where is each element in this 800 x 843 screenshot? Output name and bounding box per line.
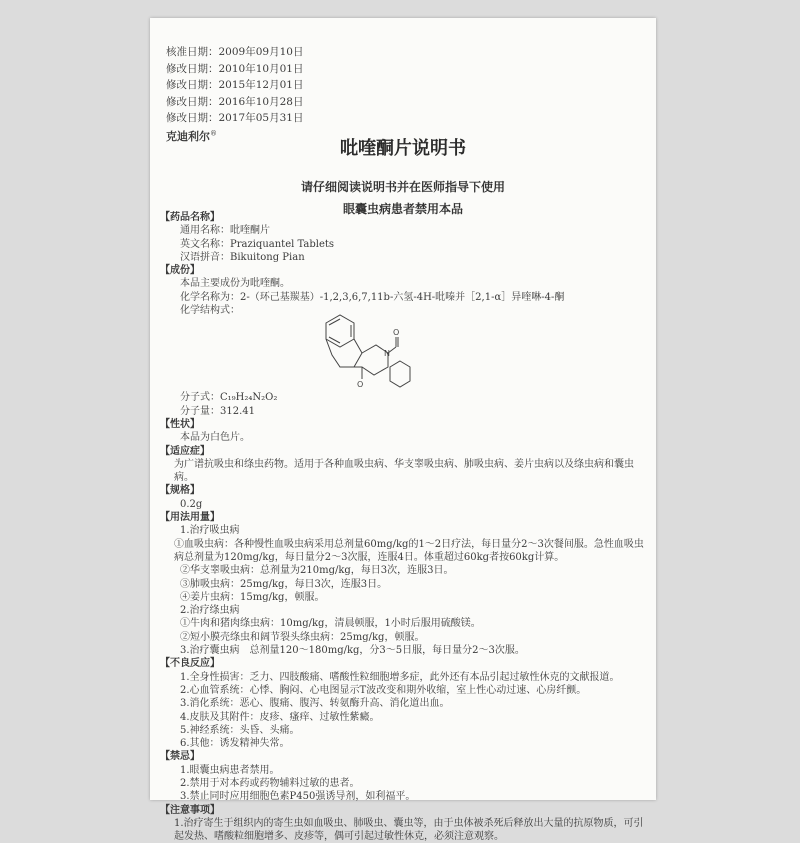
adverse-item: 3.消化系统：恶心、腹痛、腹泻、转氨酶升高、消化道出血。 xyxy=(180,698,450,710)
usage-item: 3.治疗囊虫病 总剂量120～180mg/kg，分3～5日服，每日量分2～3次服。 xyxy=(180,645,525,657)
section-heading: 【药品名称】 xyxy=(160,212,220,223)
section-heading: 【不良反应】 xyxy=(160,658,220,670)
usage-item: ②短小膜壳绦虫和阔节裂头绦虫病：25mg/kg，顿服。 xyxy=(180,631,425,643)
leaflet-page xyxy=(150,18,656,843)
caution-item: 1.治疗寄生于组织内的寄生虫如血吸虫、肺吸虫、囊虫等，由于虫体被杀死后释放出大量的抗原物质，可引起发热、嗜酸粒细胞增多、皮疹等，偶可引起过敏性休克，必须注意观察。 xyxy=(174,817,644,843)
usage-item: ①牛肉和猪肉绦虫病：10mg/kg，清晨顿服，1小时后服用硫酸镁。 xyxy=(180,618,481,630)
usage-item: 2.治疗绦虫病 xyxy=(180,605,240,617)
chemical-structure-diagram xyxy=(310,313,410,391)
contraindication-item: 1.眼囊虫病患者禁用。 xyxy=(180,764,280,776)
molecular-formula: 分子式：C₁₉H₂₄N₂O₂ xyxy=(180,392,278,404)
chemical-structure-image xyxy=(160,317,650,391)
brand-logo: 克迪利尔® xyxy=(166,129,217,143)
indication-text: 为广谱抗吸虫和绦虫药物。适用于各种血吸虫病、华支睾吸虫病、肺吸虫病、姜片虫病以及绦虫病和囊虫病。 xyxy=(174,458,634,484)
svg-text:O: O xyxy=(393,328,400,338)
usage-item: ④姜片虫病：15mg/kg，顿服。 xyxy=(180,591,325,603)
contraindication-item: 3.禁止同时应用细胞色素P450强诱导剂，如利福平。 xyxy=(180,791,416,803)
character-text: 本品为白色片。 xyxy=(180,432,250,444)
section-heading: 【用法用量】 xyxy=(160,512,220,524)
section-heading: 【禁忌】 xyxy=(160,751,200,763)
revision-date: 修改日期：2017年05月31日 xyxy=(166,112,304,124)
english-name: 英文名称：Praziquantel Tablets xyxy=(180,238,335,250)
revision-date: 修改日期：2015年12月01日 xyxy=(166,79,304,91)
spec-text: 0.2g xyxy=(180,498,203,510)
chemical-name: 化学名称为：2-（环己基羰基）-1,2,3,6,7,11b-六氢-4H-吡嗪并［2,1-α］异喹啉-4-酮 xyxy=(180,291,565,303)
adverse-item: 6.其他：诱发精神失常。 xyxy=(180,738,290,750)
adverse-item: 4.皮肤及其附件：皮疹、瘙痒、过敏性紫癜。 xyxy=(180,711,380,723)
contraindication-notice: 眼囊虫病患者禁用本品 xyxy=(342,202,463,216)
approval-date: 核准日期：2009年09月10日 xyxy=(166,46,304,58)
adverse-item: 5.神经系统：头昏、头痛。 xyxy=(180,724,300,736)
revision-date: 修改日期：2010年10月01日 xyxy=(166,62,304,75)
section-heading: 【注意事项】 xyxy=(160,804,220,816)
adverse-item: 2.心血管系统：心悸、胸闷、心电图显示T波改变和期外收缩，室上性心动过速、心房纤颤。 xyxy=(180,684,587,696)
revision-date: 修改日期：2016年10月28日 xyxy=(166,95,304,108)
date-list xyxy=(166,44,303,127)
usage-item: ③肺吸虫病：25mg/kg，每日3次，连服3日。 xyxy=(180,578,388,590)
usage-item: 1.治疗吸虫病 xyxy=(180,525,240,537)
read-instructions-notice: 请仔细阅读说明书并在医师指导下使用 xyxy=(300,180,505,194)
leaflet-body xyxy=(160,211,650,843)
structure-label: 化学结构式： xyxy=(180,305,240,317)
contraindication-item: 2.禁用于对本药或药物辅料过敏的患者。 xyxy=(180,777,360,789)
usage-item: ①血吸虫病：各种慢性血吸虫病采用总剂量60mg/kg的1～2日疗法，每日量分2～3次餐间服。急性血吸虫病总剂量为120mg/kg，每日量分2～3次服，连服4日。体重超过60kg者按60kg计算。 xyxy=(174,538,644,563)
molecular-weight: 分子量：312.41 xyxy=(180,405,255,417)
section-heading: 【性状】 xyxy=(160,418,200,430)
section-heading: 【适应症】 xyxy=(160,445,210,457)
common-name: 通用名称：吡喹酮片 xyxy=(180,225,270,237)
section-heading: 【成份】 xyxy=(160,265,200,277)
svg-text:N: N xyxy=(384,349,390,359)
pinyin-name: 汉语拼音：Bikuitong Pian xyxy=(180,251,305,263)
svg-text:O: O xyxy=(357,380,364,390)
adverse-item: 1.全身性损害：乏力、四肢酸痛、嗜酸性粒细胞增多症，此外还有本品引起过敏性休克的文献报道。 xyxy=(180,671,620,683)
usage-item: ②华支睾吸虫病：总剂量为210mg/kg，每日3次，连服3日。 xyxy=(180,565,454,577)
section-heading: 【规格】 xyxy=(160,485,200,497)
document-title: 吡喹酮片说明书 xyxy=(340,138,466,159)
main-ingredient: 本品主要成份为吡喹酮。 xyxy=(180,278,290,290)
